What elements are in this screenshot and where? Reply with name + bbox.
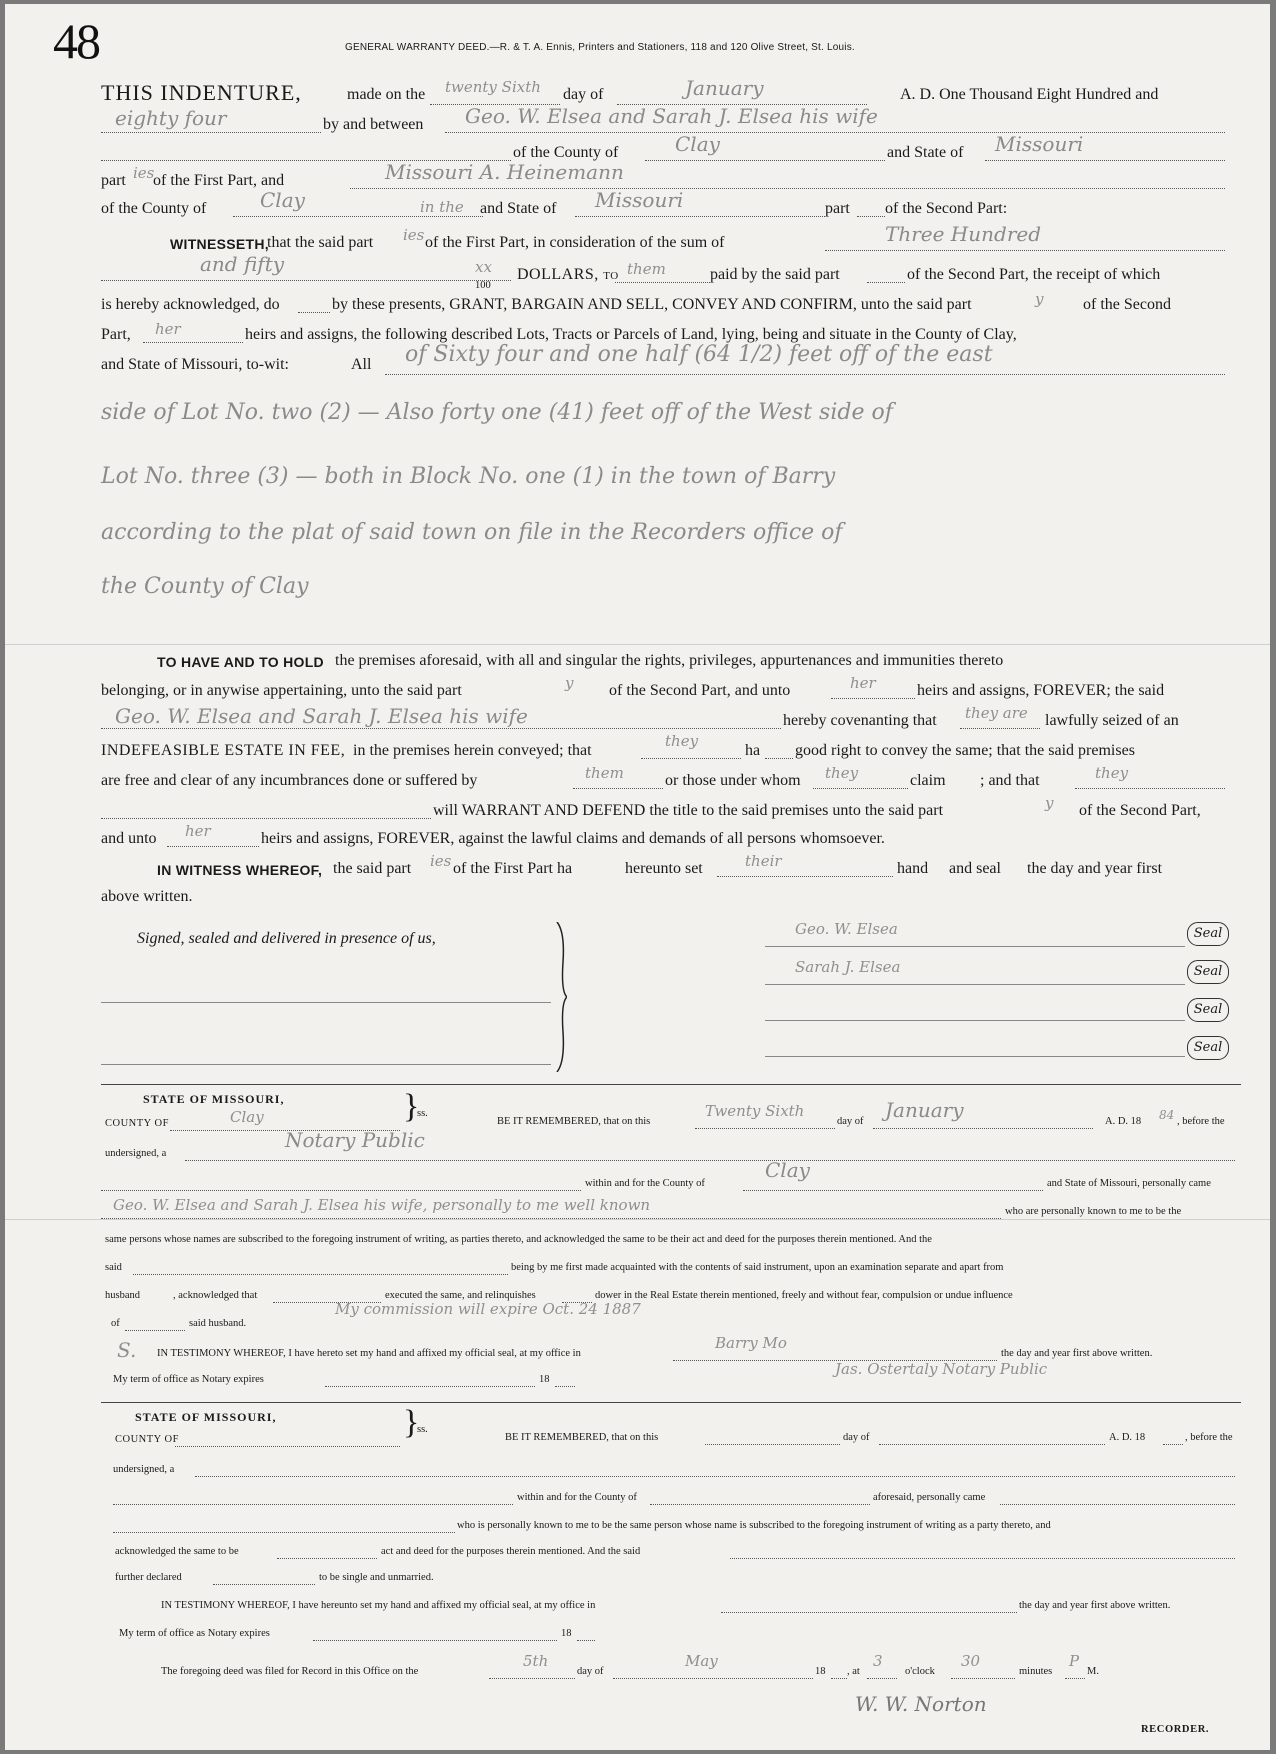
handwritten: ies (133, 164, 155, 182)
handwritten-record-ampm: P (1069, 1652, 1080, 1670)
handwritten: they (1095, 764, 1129, 782)
deed-title: THIS INDENTURE, (101, 80, 302, 105)
text: aforesaid, personally came (873, 1492, 986, 1503)
text: of the County of (101, 200, 207, 217)
text: the day and year first above written. (1019, 1600, 1171, 1611)
handwritten: their (745, 852, 782, 870)
text: , at (847, 1666, 860, 1677)
handwritten: they (665, 732, 699, 750)
text: husband (105, 1290, 140, 1301)
handwritten-grantors: Geo. W. Elsea and Sarah J. Elsea his wife (465, 104, 878, 128)
text: A. D. 18 (1105, 1116, 1142, 1127)
handwritten: y (1045, 794, 1054, 812)
text: to be single and unmarried. (319, 1572, 434, 1583)
text: good right to convey the same; that the said premises (795, 742, 1135, 759)
text: and seal (949, 860, 1001, 877)
handwritten-county: Clay (260, 188, 305, 212)
text: and State of (887, 144, 964, 161)
text: the day and year first (1027, 860, 1163, 877)
text: said (105, 1262, 122, 1273)
handwritten-record-hour: 3 (873, 1652, 883, 1670)
text: heirs and assigns, the following described Lots, Tracts or Parcels of Land, lying, being and situate in the County of Clay, (245, 326, 1017, 343)
handwritten-grantors: Geo. W. Elsea and Sarah J. Elsea his wife (115, 704, 528, 728)
text: My term of office as Notary expires (113, 1374, 264, 1385)
text: of (111, 1318, 120, 1329)
text: of the Second (1083, 296, 1171, 313)
text: lawfully seized of an (1045, 712, 1179, 729)
text: or those under whom (665, 772, 801, 789)
handwritten-description: Lot No. three (3) — both in Block No. one (1) in the town of Barry (101, 464, 836, 489)
text: All (351, 356, 372, 373)
handwritten-grantee: Missouri A. Heinemann (385, 160, 624, 184)
text: hereunto set (625, 860, 703, 877)
text: , acknowledged that (173, 1290, 258, 1301)
text: day of (577, 1666, 604, 1677)
witnesseth-heading: WITNESSETH, (170, 236, 269, 252)
text: made on the (347, 86, 426, 103)
handwritten-record-minutes: 30 (961, 1652, 981, 1670)
text: acknowledged the same to be (115, 1546, 239, 1557)
text: in the premises herein conveyed; that (353, 742, 592, 759)
handwritten-sum: and fifty (200, 252, 285, 276)
text: will WARRANT AND DEFEND the title to the said premises unto the said part (433, 802, 944, 819)
text: hand (897, 860, 929, 877)
handwritten: her (155, 320, 181, 338)
text: BE IT REMEMBERED, that on this (505, 1432, 659, 1443)
seal-mark: Seal (1187, 1036, 1229, 1060)
testimonium-heading: IN WITNESS WHEREOF, (157, 862, 323, 878)
text: The foregoing deed was filed for Record in this Office on the (161, 1666, 419, 1677)
text: BE IT REMEMBERED, that on this (497, 1116, 651, 1127)
page-number: 48 (53, 13, 99, 69)
text: minutes (1019, 1666, 1053, 1677)
text: day of (563, 86, 604, 103)
text: undersigned, a (105, 1148, 167, 1159)
text: and unto (101, 830, 157, 847)
handwritten: them (585, 764, 624, 782)
text: Part, (101, 326, 131, 343)
fold-line (5, 644, 1270, 645)
seal-mark: Seal (1187, 960, 1229, 984)
handwritten-record-month: May (685, 1652, 718, 1670)
handwritten-year: eighty four (115, 106, 227, 130)
handwritten-cents: xx (475, 258, 492, 276)
text: above written. (101, 888, 193, 905)
handwritten-record-day: 5th (523, 1652, 549, 1670)
text: within and for the County of (585, 1178, 705, 1189)
text: of the First Part, and (153, 172, 285, 189)
text: of the Second Part, and unto (609, 682, 791, 699)
text: DOLLARS, to (517, 266, 619, 283)
handwritten: they (825, 764, 859, 782)
text: within and for the County of (517, 1492, 637, 1503)
seal-mark: Seal (1187, 998, 1229, 1022)
text: INDEFEASIBLE ESTATE IN FEE, (101, 742, 346, 759)
text: heirs and assigns, FOREVER, against the lawful claims and demands of all persons whomsoever. (261, 830, 885, 847)
text: claim (910, 772, 946, 789)
text: part (825, 200, 850, 217)
text: 100 (475, 280, 491, 291)
handwritten-state: Missouri (995, 132, 1084, 156)
text: by and between (323, 116, 424, 133)
text: My term of office as Notary expires (119, 1628, 270, 1639)
handwritten: ies (430, 852, 452, 870)
text: the said part (333, 860, 412, 877)
text: of the First Part ha (453, 860, 573, 877)
text: the premises aforesaid, with all and singular the rights, privileges, appurtenances and immunities thereto (335, 652, 1004, 669)
handwritten: in the (420, 198, 464, 216)
handwritten-mark: S. (117, 1338, 137, 1362)
handwritten: her (850, 674, 876, 692)
signature-recorder: W. W. Norton (855, 1692, 987, 1716)
handwritten-description: side of Lot No. two (2) — Also forty one (41) feet off of the West side of (101, 400, 893, 425)
text: o'clock (905, 1666, 935, 1677)
text: IN TESTIMONY WHEREOF, I have hereto set my hand and affixed my official seal, at my office in (157, 1348, 581, 1359)
text: day of (843, 1432, 870, 1443)
text: hereby covenanting that (783, 712, 937, 729)
text: 18 (561, 1628, 572, 1639)
witness-caption: Signed, sealed and delivered in presence of us, (137, 930, 436, 947)
handwritten-officer: Notary Public (285, 1128, 425, 1152)
handwritten-day: Twenty Sixth (705, 1102, 805, 1120)
recorder-label: RECORDER. (1141, 1724, 1210, 1735)
text: heirs and assigns, FOREVER; the said (917, 682, 1165, 699)
text: COUNTY OF (115, 1434, 179, 1445)
handwritten: y (1035, 290, 1044, 308)
text: dower in the Real Estate therein mentioned, freely and without fear, compulsion or undue influence (595, 1290, 1013, 1301)
text: of the Second Part, (1079, 802, 1201, 819)
text: who are personally known to me to be the (1005, 1206, 1182, 1217)
seal-mark: Seal (1187, 922, 1229, 946)
text: of the County of (513, 144, 619, 161)
text: 18 (815, 1666, 826, 1677)
text: of the First Part, in consideration of the sum of (425, 234, 725, 251)
text: and State of Missouri, personally came (1047, 1178, 1211, 1189)
text: part (101, 172, 126, 189)
brace: } (403, 1088, 420, 1125)
text: COUNTY OF (105, 1118, 169, 1129)
handwritten-description: according to the plat of said town on file in the Recorders office of (101, 520, 843, 545)
text: are free and clear of any incumbrances done or suffered by (101, 772, 478, 789)
deed-page (5, 4, 1270, 1750)
handwritten-year: 84 (1159, 1108, 1175, 1122)
text: day of (837, 1116, 864, 1127)
handwritten: y (565, 674, 574, 692)
text: ; and that (980, 772, 1040, 789)
handwritten-county: Clay (675, 132, 720, 156)
habendum-heading: TO HAVE AND TO HOLD (157, 654, 324, 670)
text: belonging, or in anywise appertaining, unto the said part (101, 682, 462, 699)
text: is hereby acknowledged, do (101, 296, 280, 313)
handwritten: her (185, 822, 211, 840)
text: same persons whose names are subscribed to the foregoing instrument of writing, as parties thereto, and acknowledged the same to be their act and deed for the purposes therein mentioned. And the (105, 1234, 932, 1245)
text: A. D. 18 (1109, 1432, 1146, 1443)
signature-grantor-2: Sarah J. Elsea (795, 958, 901, 976)
handwritten-month: January (885, 1098, 964, 1122)
text: paid by the said part (710, 266, 840, 283)
text: of the Second Part: (885, 200, 1008, 217)
ack-state-heading: STATE OF MISSOURI, (143, 1092, 285, 1106)
brace (555, 922, 567, 1072)
handwritten-description: the County of Clay (101, 574, 309, 599)
brace: } (403, 1404, 420, 1441)
text: further declared (115, 1572, 182, 1583)
handwritten: ies (403, 226, 425, 244)
text: IN TESTIMONY WHEREOF, I have hereunto set my hand and affixed my official seal, at my office in (161, 1600, 596, 1611)
handwritten-county: Clay (765, 1158, 810, 1182)
text: ss. (417, 1108, 428, 1119)
text: being by me first made acquainted with the contents of said instrument, upon an examination separate and apart from (511, 1262, 1004, 1273)
handwritten-grantors: Geo. W. Elsea and Sarah J. Elsea his wife, personally to me well known (113, 1196, 651, 1214)
ack-state-heading: STATE OF MISSOURI, (135, 1410, 277, 1424)
text: act and deed for the purposes therein mentioned. And the said (381, 1546, 641, 1557)
text: who is personally known to me to be the same person whose name is subscribed to the foregoing instrument of writing as a party thereto, and (457, 1520, 1051, 1531)
text: M. (1087, 1666, 1099, 1677)
text: the day and year first above written. (1001, 1348, 1153, 1359)
handwritten-day: twenty Sixth (445, 78, 541, 96)
handwritten-sum: Three Hundred (885, 222, 1042, 246)
handwritten-month: January (685, 76, 764, 100)
text: by these presents, GRANT, BARGAIN AND SELL, CONVEY AND CONFIRM, unto the said part (332, 296, 972, 313)
handwritten: they are (965, 704, 1028, 722)
form-header: GENERAL WARRANTY DEED.—R. & T. A. Ennis, Printers and Stationers, 118 and 120 Olive Street, St. Louis. (345, 42, 855, 53)
signature-grantor-1: Geo. W. Elsea (795, 920, 898, 938)
handwritten: them (627, 260, 666, 278)
text: ss. (417, 1424, 428, 1435)
handwritten-description: of Sixty four and one half (64 1/2) feet off of the east (405, 342, 993, 367)
text: and State of Missouri, to-wit: (101, 356, 289, 373)
handwritten-commission: My commission will expire Oct. 24 1887 (335, 1300, 641, 1318)
text: , before the (1177, 1116, 1225, 1127)
text: ha (745, 742, 761, 759)
text: of the Second Part, the receipt of which (907, 266, 1161, 283)
handwritten-county: Clay (230, 1108, 264, 1126)
text: , before the (1185, 1432, 1233, 1443)
handwritten-state: Missouri (595, 188, 684, 212)
signature-notary: Jas. Ostertaly Notary Public (835, 1360, 1048, 1378)
text: that the said part (267, 234, 374, 251)
fold-line (5, 1219, 1270, 1220)
text: said husband. (189, 1318, 247, 1329)
text: 18 (539, 1374, 550, 1385)
text: executed the same, and relinquishes (385, 1290, 536, 1301)
text: and State of (480, 200, 557, 217)
text: A. D. One Thousand Eight Hundred and (900, 86, 1159, 103)
text: undersigned, a (113, 1464, 175, 1475)
handwritten-location: Barry Mo (715, 1334, 787, 1352)
